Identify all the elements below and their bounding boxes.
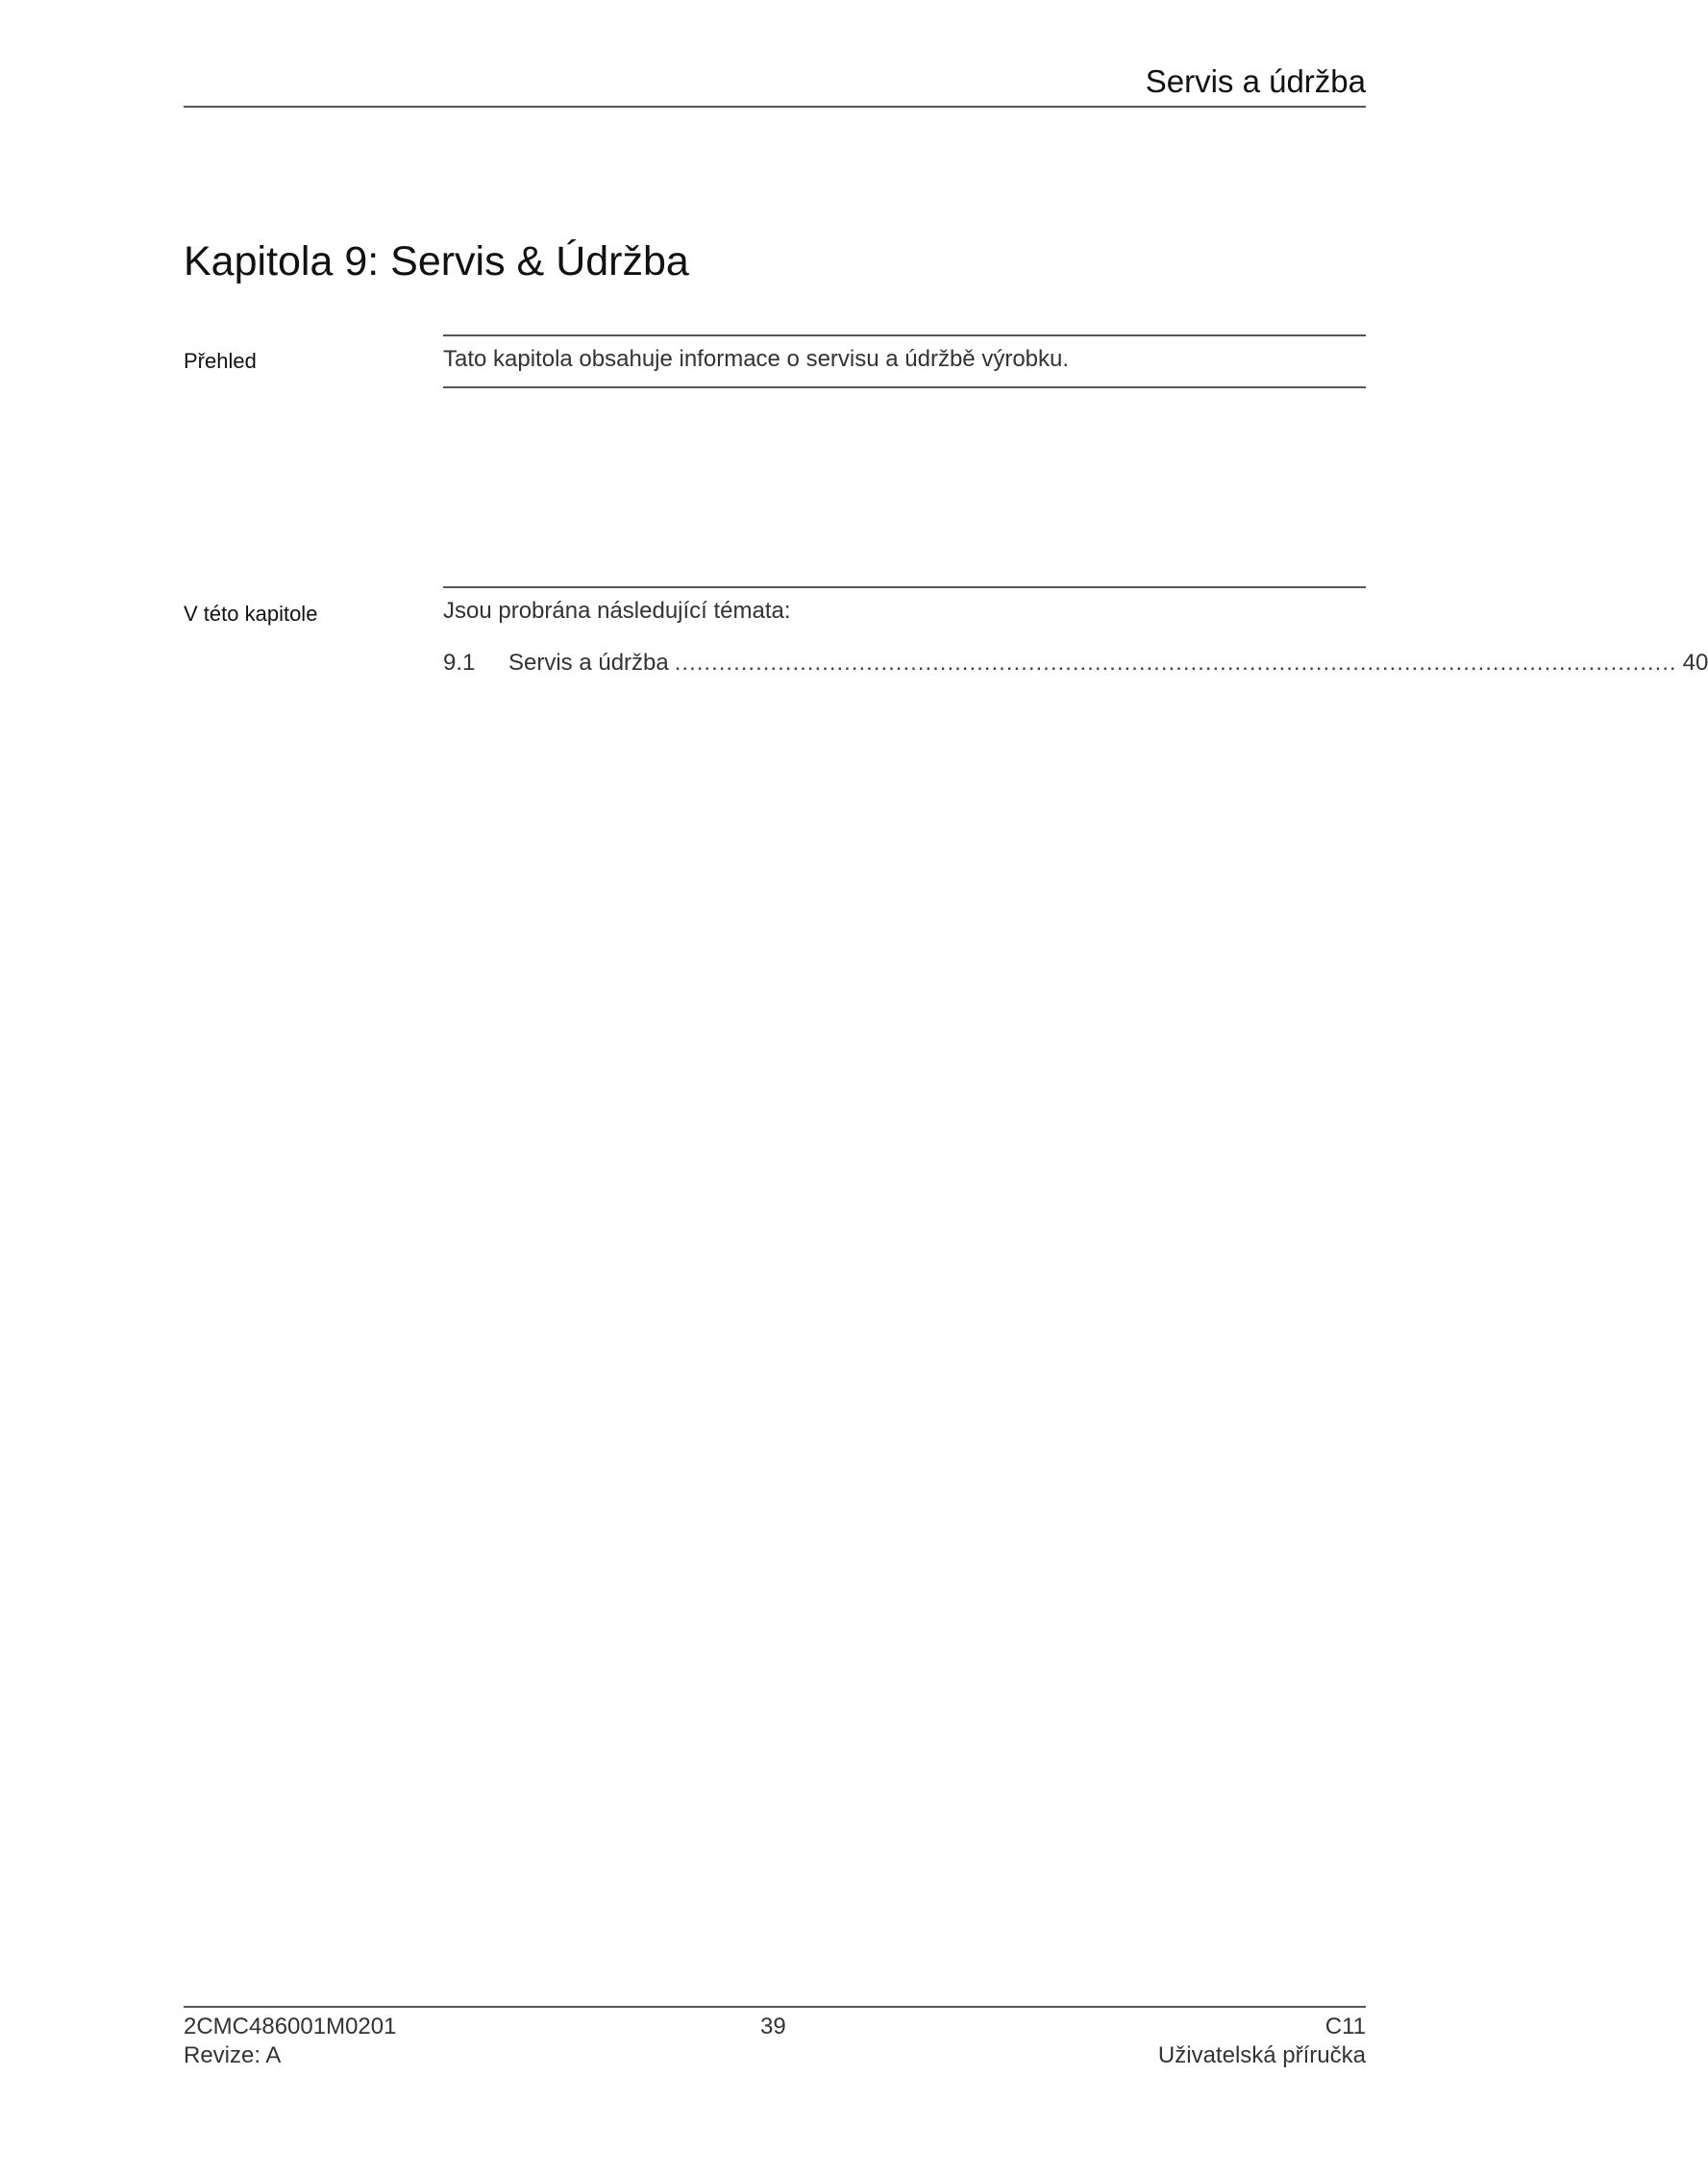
page-footer [184,2006,1366,2085]
toc-entry[interactable] [443,650,1708,677]
page-header [184,60,1366,108]
toc-entry-leader: ........................................................................................................................................ [674,650,1677,676]
in-chapter-section [184,586,1708,692]
overview-label: Přehled [184,349,257,373]
overview-bottom-rule [443,386,1366,388]
footer-product: C11 [1324,2014,1366,2039]
toc-entry-number: 9.1 [443,650,476,676]
toc-entry-title[interactable]: Servis a údržba [508,650,669,676]
footer-manual: Uživatelská příručka [1157,2042,1366,2068]
toc-entry-page[interactable]: 40 [1682,650,1708,676]
in-chapter-intro: Jsou probrána následující témata: [443,598,791,624]
footer-doc-id: 2CMC486001M0201 [184,2014,397,2039]
header-title: Servis a údržba [1145,63,1366,99]
overview-top-rule [443,334,1366,336]
footer-revision: Revize: A [184,2042,282,2068]
chapter-title: Kapitola 9: Servis & Údržba [184,238,689,284]
overview-section [184,334,1366,392]
footer-page-number: 39 [760,2014,786,2039]
in-chapter-label: V této kapitole [184,602,318,626]
overview-text: Tato kapitola obsahuje informace o servisu a údržbě výrobku. [443,346,1070,372]
in-chapter-top-rule [443,586,1366,588]
